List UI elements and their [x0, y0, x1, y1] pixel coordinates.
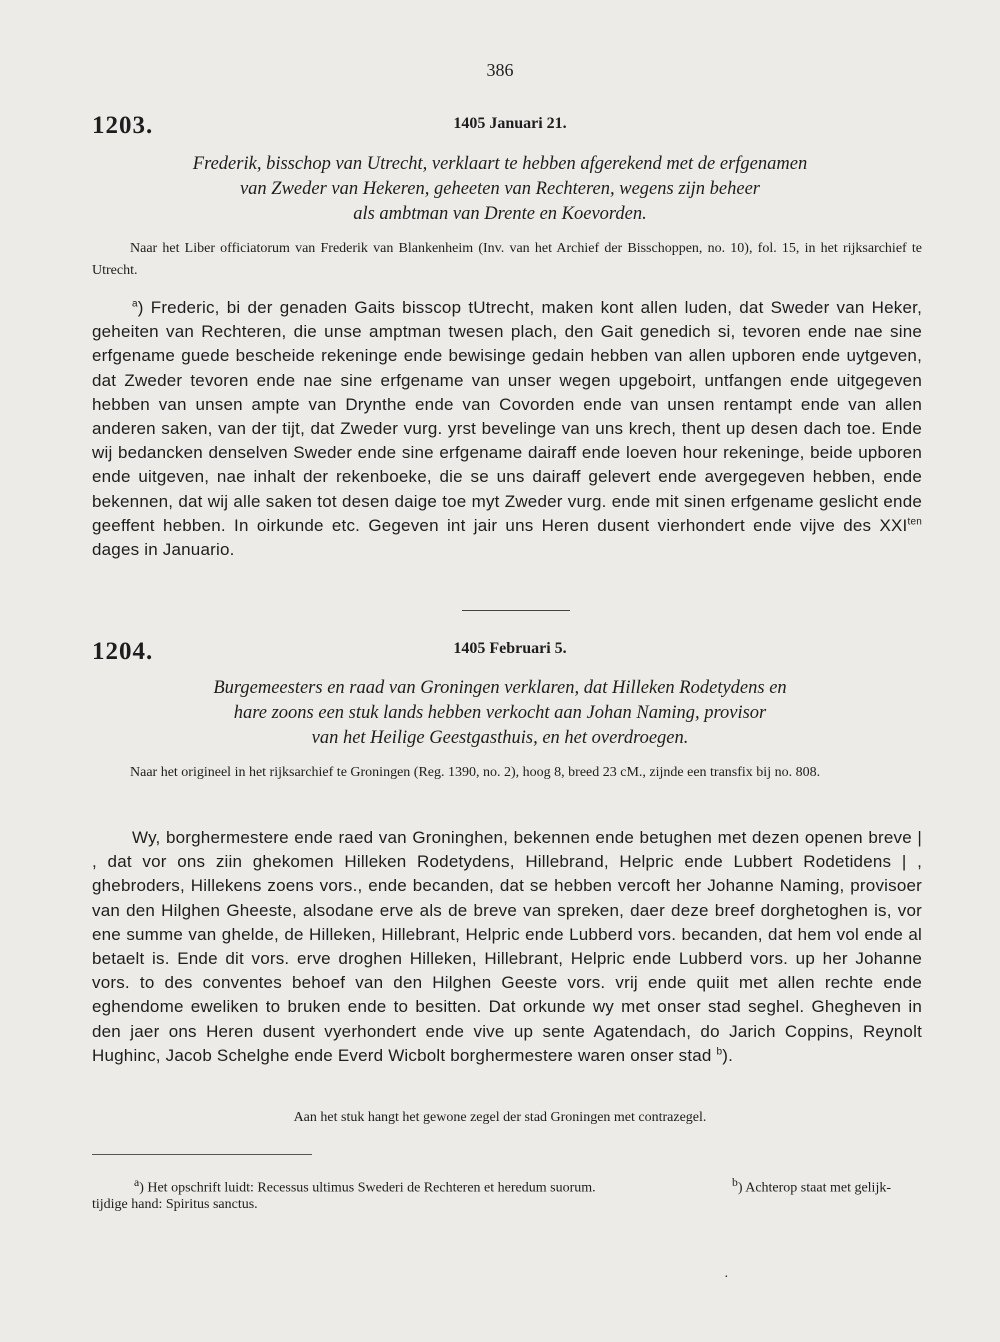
- charter-date: 1405 Februari 5.: [453, 640, 567, 657]
- superscript: ten: [907, 516, 922, 528]
- charter-summary: [120, 152, 880, 227]
- footnote-marker: a: [134, 1176, 140, 1189]
- summary-line: van Zweder van Hekeren, geheeten van Rechteren, wegens zijn beheer: [239, 179, 761, 199]
- footnote-marker: b: [716, 1046, 723, 1058]
- charter-summary: [120, 676, 880, 751]
- charter-number: 1203.: [92, 112, 154, 139]
- summary-line: hare zoons een stuk lands hebben verkocht aan Johan Naming, provisor: [233, 703, 767, 723]
- footnote-text: ) Het opschrift luidt: Recessus ultimus Swederi de Rechteren et heredum suorum.: [139, 1180, 596, 1196]
- charter-date: 1405 Januari 21.: [453, 115, 567, 132]
- footnote-marker: a: [132, 298, 138, 310]
- charter-text-main: Wy, borghermestere ende raed van Groninghen, bekennen ende betughen met dezen openen breve | , dat vor ons ziin ghekomen Hilleken Rodetydens, Hillebrand, Helpric ende Lubbert Rodetidens | , ghebroders, Hillekens zoens vors., ende becanden, dat se hebben vercoft her Johanne Naming, provisoer van den Hilghen Gheeste, alsodane erve als de breve van spreken, daer deze breef dorghetoghen is, vor ene summe van ghelde, de Hilleken, Hillebrant, Helpric ende Lubberd vors. becanden, dat hem vol ende al betaelt is. Ende dit vors. erve droghen Hilleken, Hillebrant, Helpric ende Lubberd vors. up her Johanne vors. to des conventes behoef van den Hilghen Geeste vors. vrij ende quiit met allen rechte ende eghendome eweliken to bruken ende to besitten. Dat orkunde wy met onser stad seghel. Ghegheven in den jaer ons Heren dusent vyerhondert ende vive up sente Agatendach, do Jarich Coppins, Reynolt Hughinc, Jacob Schelghe ende Everd Wicbolt borghermestere waren onser stad: [92, 828, 922, 1065]
- footnote-b-continued: tijdige hand: Spiritus sanctus.: [92, 1197, 258, 1212]
- print-speck: ·: [724, 1270, 729, 1285]
- charter-text: [92, 826, 922, 1068]
- charter-text-end: ).: [722, 1045, 734, 1065]
- footnote-b: [732, 1172, 891, 1200]
- charter-text-end: dages in Januario.: [92, 540, 235, 560]
- charter-text-main: ) Frederic, bi der genaden Gaits bisscop tUtrecht, maken kont allen luden, dat Sweder van Heker, geheiten van Rechteren, die unse amptman twesen plach, den Gait genedich si, tevoren ende nae sine erfgename guede bescheide rekeninge ende bewisinge gedain hebben van allen upboren ende uytgeven, dat Zweder tevoren ende nae sine erfgename van unser wegen upgeboirt, untfangen ende uitgegeven hebben van unsen ampte van Drynthe ende van Covorden ende van unsen rentampt ende van allen anderen saken, van der tijt, dat Zweder vurg. yrst bevelinge van uns krech, thent up desen dach toe. Ende wij bedancken denselven Sweder ende sine erfgename dairaff ende loeven hour rekeninge, beide upboren ende uitgeven, nae inhalt der rekenboeke, die se uns dairaff gelevert ende avergegeven hebben, ende bekennen, dat wij alle saken tot desen daige toe myt Zweder vurg. ende mit sinen erfgename geslicht ende geeffent hebben. In oirkunde etc. Gegeven int jair uns Heren dusent vierhondert ende vijve des XXI: [92, 298, 922, 535]
- source-note: Naar het Liber officiatorum van Frederik van Blankenheim (Inv. van het Archief der Bisschoppen, no. 10), fol. 15, in het rijksarchief te Utrecht.: [92, 241, 922, 278]
- section-divider: [462, 610, 570, 611]
- charter-number: 1204.: [92, 638, 154, 665]
- page-number: 386: [486, 60, 514, 80]
- summary-line: van het Heilige Geestgasthuis, en het overdroegen.: [311, 728, 689, 748]
- source-note: Naar het origineel in het rijksarchief te Groningen (Reg. 1390, no. 2), hoog 8, breed 23 cM., zijnde een transfix bij no. 808.: [130, 765, 821, 780]
- charter-text: [92, 296, 922, 562]
- seal-note: Aan het stuk hangt het gewone zegel der stad Groningen met contrazegel.: [293, 1110, 707, 1125]
- summary-line: als ambtman van Drente en Koevorden.: [353, 204, 647, 224]
- footnote-divider: [92, 1154, 312, 1155]
- summary-line: Burgemeesters en raad van Groningen verklaren, dat Hilleken Rodetydens en: [213, 678, 787, 698]
- footnote-text: ) Achterop staat met gelijk-: [737, 1180, 892, 1196]
- summary-line: Frederik, bisschop van Utrecht, verklaart te hebben afgerekend met de erfgenamen: [192, 154, 808, 174]
- footnote-marker: b: [732, 1176, 738, 1189]
